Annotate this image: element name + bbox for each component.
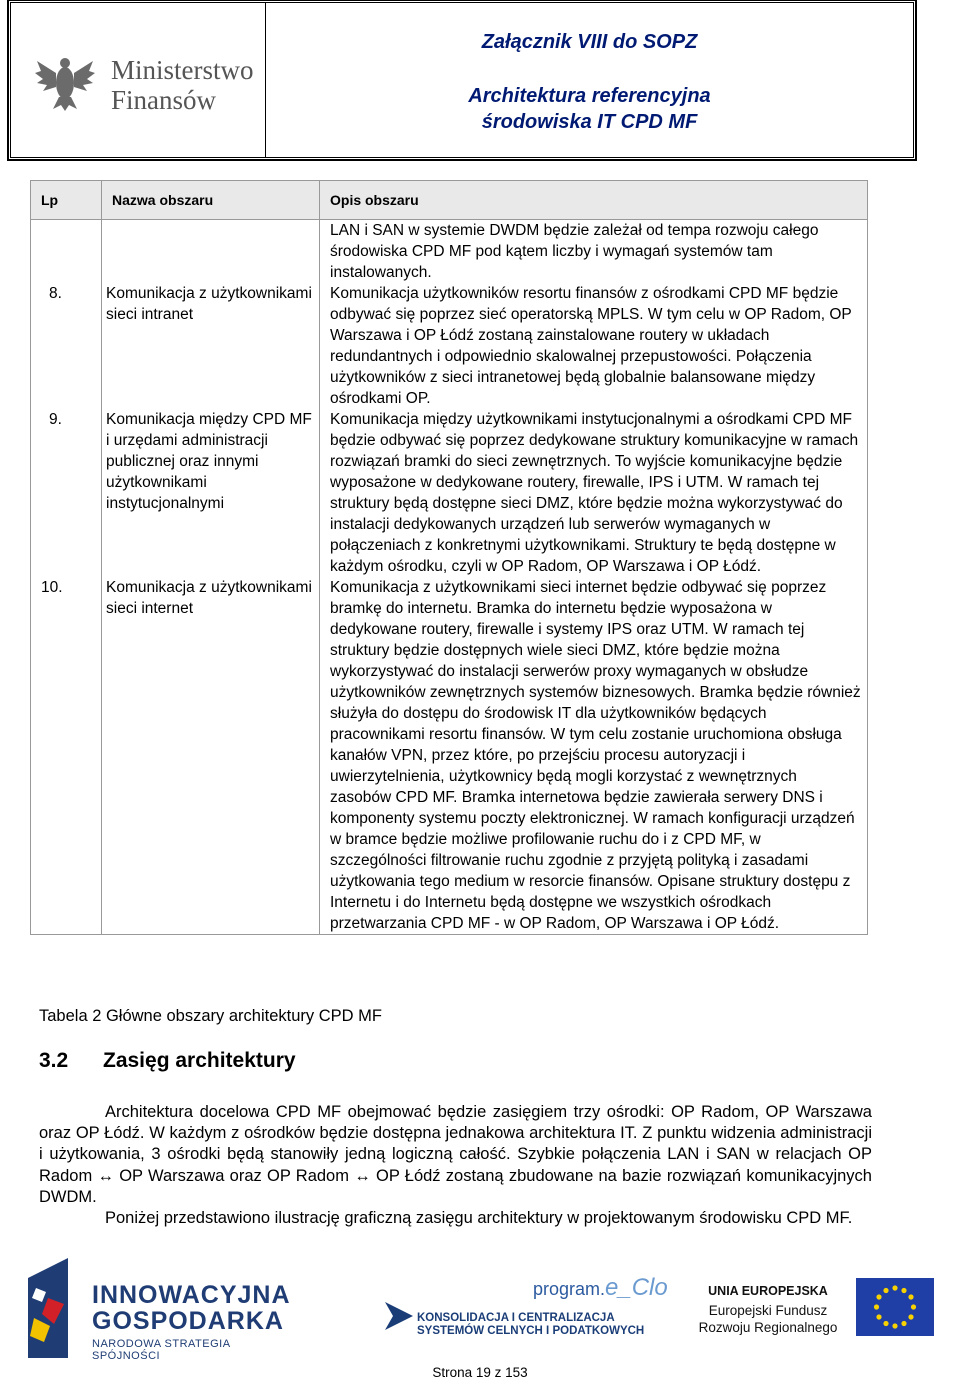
eagle-emblem-icon xyxy=(33,53,97,113)
eu-fund-name xyxy=(688,1302,848,1336)
table-row xyxy=(31,409,868,577)
col-header-desc: Opis obszaru xyxy=(320,181,868,220)
cell-lp: 8. xyxy=(31,283,102,409)
cell-desc: Komunikacja z użytkownikami sieci internet będzie odbywać się poprzez bramkę do internetu. Bramka do internetu będzie wyposażona w dedykowane routery, firewalle i systemy IPS oraz UTM. W ramach tej struktury będzie dostępnych wiele sieci DMZ, które będzie można wykorzystywać do instalacji serwerów proxy wymaganych w obsłudze użytkowników zewnętrznych systemów biznesowych. Bramka będzie również służyła do dostępu do środowisk IT dla użytkowników będących pracownikami resortu finansów. W tym celu zostanie uruchomiona obsługa kanałów VPN, przez które, po przejściu procesu autoryzacji i uwierzytelnienia, użytkownicy będą mogli korzystać z wewnętrznych zasobów CPD MF. Bramka internetowa będzie zawierała serwery DNS i komponenty systemu poczty elektronicznej. W ramach konfiguracji urządzeń w bramce będzie możliwe profilowanie ruchu do i z CPD MF, w szczególności filtrowanie ruchu zgodnie z przyjętą polityką i zasadami użytkowania tego medium w resorcie finansów. Opisane struktury dostępu z Internetu i do Internetu będą dostępne we wszystkich ośrodkach przetwarzania CPD MF - w OP Radom, OP Warszawa i OP Łódź. xyxy=(320,577,868,935)
cell-lp xyxy=(31,220,102,284)
section-number: 3.2 xyxy=(39,1049,69,1072)
cell-name: Komunikacja z użytkownikami sieci intranet xyxy=(102,283,320,409)
paragraph: Architektura docelowa CPD MF obejmować będzie zasięgiem trzy ośrodki: OP Radom, OP Warszawa oraz OP Łódź. W każdym z ośrodków będzie dostępna jednakowa architektura IT. Z punktu widzenia administracji i użytkowania, 3 ośrodki będą stanowiły jedną logiczną całość. Szybkie połączenia LAN i SAN w relacjach OP Radom ↔ OP Warszawa oraz OP Radom ↔ OP Łódź zostaną zbudowane na bazie rozwiązań komunikacyjnych DWDM. xyxy=(39,1103,872,1206)
program-name xyxy=(533,1274,668,1302)
ministry-logo xyxy=(11,3,266,157)
paragraph: Poniżej przedstawiono ilustrację graficzną zasięgu architektury w projektowanym środowisku CPD MF. xyxy=(105,1209,853,1227)
eu-flag-icon xyxy=(856,1278,934,1336)
cell-desc: Komunikacja użytkowników resortu finansów z ośrodkami CPD MF będzie odbywać się poprzez sieć operatorską MPLS. W tym celu w OP Radom, OP Warszawa i OP Łódź zostaną zainstalowane routery w układach redundantnych i odpowiednio skalowalnej przepustowości. Połączenia użytkowników z sieci intranetowej będą globalnie balansowane między ośrodkami OP. xyxy=(320,283,868,409)
col-header-name: Nazwa obszaru xyxy=(102,181,320,220)
document-title xyxy=(266,83,913,135)
cell-name: Komunikacja między CPD MF i urzędami administracji publicznej oraz innymi użytkownikami instytucjonalnymi xyxy=(102,409,320,577)
cell-lp: 10. xyxy=(31,577,102,935)
eclo-arrow-icon xyxy=(385,1302,413,1330)
areas-table xyxy=(30,180,868,935)
cell-name: Komunikacja z użytkownikami sieci internet xyxy=(102,577,320,935)
table-row xyxy=(31,220,868,284)
eu-fund-line-1: Europejski Fundusz xyxy=(708,1303,828,1318)
attachment-title: Załącznik VIII do SOPZ xyxy=(481,31,698,53)
table-header-row xyxy=(31,181,868,220)
ig-line-1: INNOWACYJNA xyxy=(92,1281,291,1309)
ig-star-mark-icon xyxy=(28,1258,88,1358)
cell-name xyxy=(102,220,320,284)
cell-desc-continued: LAN i SAN w systemie DWDM będzie zależał od tempa rozwoju całego środowiska CPD MF pod kątem liczby i wymagań systemów tam instalowanych. xyxy=(320,220,868,284)
cell-desc: Komunikacja między użytkownikami instytucjonalnymi a ośrodkami CPD MF będzie odbywać się poprzez dedykowane struktury komunikacyjne w ramach rozwiązań bramki do sieci zewnętrznych. To wyjście komunikacyjne będzie wyposażone w dedykowane routery, firewalle, IPS i UTM. W ramach tej struktury będą dostępne sieci DMZ, które będzie można wykorzystywać do instalacji dedykowanych urządzeń lub serwerów wymaganych w połączeniach z konkretnymi użytkownikami. Struktury te będą dostępne w każdym ośrodku, czyli w OP Radom, OP Warszawa i OP Łódź. xyxy=(320,409,868,577)
innowacyjna-gospodarka-logo xyxy=(28,1258,298,1362)
ig-subtitle: NARODOWA STRATEGIA SPÓJNOŚCI xyxy=(92,1338,230,1362)
program-desc-line-1: KONSOLIDACJA I CENTRALIZACJA xyxy=(417,1312,615,1324)
table-caption: Tabela 2 Główne obszary architektury CPD MF xyxy=(39,1007,382,1025)
ig-title xyxy=(92,1282,291,1334)
eu-fund-logo xyxy=(688,1278,938,1348)
logo-line-2: Finansów xyxy=(111,85,217,115)
ministry-logo-text xyxy=(111,55,254,115)
document-header xyxy=(10,2,914,158)
document-title-line-1: Architektura referencyjna xyxy=(468,85,711,107)
page-number: Strona 19 z 153 xyxy=(432,1365,528,1380)
program-name-part2: e_Clo xyxy=(605,1274,668,1301)
program-eclo-logo xyxy=(385,1262,685,1342)
ig-line-2: GOSPODARKA xyxy=(92,1307,284,1335)
eu-fund-line-2: Rozwoju Regionalnego xyxy=(698,1320,838,1335)
table-row xyxy=(31,283,868,409)
col-header-lp: Lp xyxy=(31,181,102,220)
section-title: Zasięg architektury xyxy=(103,1049,296,1072)
program-name-part1: program. xyxy=(533,1279,606,1299)
program-description xyxy=(417,1312,644,1338)
section-heading xyxy=(39,1049,296,1073)
eu-title: UNIA EUROPEJSKA xyxy=(708,1284,828,1298)
table-row xyxy=(31,577,868,935)
logo-line-1: Ministerstwo xyxy=(111,55,254,85)
document-title-line-2: środowiska IT CPD MF xyxy=(481,111,698,133)
header-title-cell xyxy=(266,3,913,157)
cell-lp: 9. xyxy=(31,409,102,577)
program-desc-line-2: SYSTEMÓW CELNYCH I PODATKOWYCH xyxy=(417,1325,645,1337)
